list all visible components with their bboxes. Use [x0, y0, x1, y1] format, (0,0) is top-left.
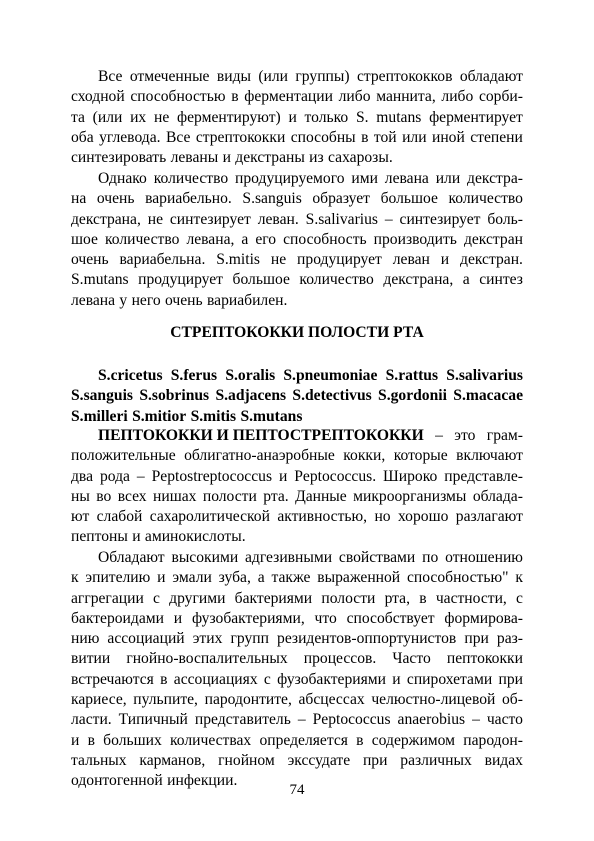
word: с	[516, 589, 523, 607]
text-line	[71, 527, 523, 547]
text-line	[71, 169, 523, 189]
word: которые	[393, 447, 448, 465]
word: инфекции.	[167, 772, 238, 790]
word: к	[71, 569, 79, 587]
word: либо	[338, 88, 371, 106]
word: активностью,	[277, 508, 368, 526]
word: свойствами	[338, 549, 416, 566]
word: сходной	[71, 88, 125, 106]
word: большое	[232, 271, 290, 289]
word: декстрана,	[71, 210, 141, 228]
word: вариабилен.	[207, 291, 288, 309]
word: Часто	[392, 650, 431, 668]
text-line	[71, 731, 523, 751]
text-line	[71, 210, 523, 230]
word: нию	[71, 630, 100, 648]
text-line	[71, 386, 523, 406]
word: него	[131, 291, 161, 309]
word: положительные	[71, 447, 176, 465]
word: бактериями	[234, 589, 313, 607]
word: в	[356, 731, 364, 749]
word: Обладают	[98, 549, 165, 566]
word: отмеченные	[129, 68, 210, 85]
word: S.gordonii	[378, 387, 447, 405]
word: S.mutans	[71, 271, 129, 289]
word: содержимом	[371, 731, 456, 749]
word: очень	[71, 251, 109, 269]
text-line	[71, 230, 523, 250]
word: различных	[400, 751, 472, 769]
word: всех	[117, 487, 147, 505]
word: –	[435, 427, 443, 444]
word: аггрегации	[71, 589, 144, 607]
paragraph-4	[71, 548, 523, 792]
word: а	[241, 230, 249, 248]
word: anaerobius	[397, 711, 466, 729]
word: виды	[216, 68, 251, 85]
word: спирохетами	[406, 670, 493, 688]
word: грам-	[486, 427, 523, 444]
word: боль-	[487, 210, 523, 228]
word: Peptococcus.	[294, 467, 377, 485]
word: количество	[104, 230, 180, 248]
word: декстран.	[460, 251, 523, 269]
word: S.sanguis	[242, 190, 302, 208]
word: гнойно-воспалительных	[126, 650, 288, 668]
word: в	[361, 128, 369, 146]
word: включают	[456, 447, 523, 465]
word: и	[132, 528, 141, 546]
word: синтезирует	[169, 210, 251, 228]
word: левана	[384, 170, 429, 187]
text-line	[71, 751, 523, 771]
word: S.macacae	[453, 387, 523, 405]
word: –	[297, 711, 306, 729]
word: S.detectivus	[292, 387, 372, 405]
word: аминокислоты.	[144, 528, 246, 546]
word: S.	[355, 108, 369, 126]
word: Типичный	[118, 711, 188, 729]
word: карманов,	[139, 751, 206, 769]
word: фузобактериями,	[191, 609, 305, 627]
word: кокки,	[343, 447, 386, 465]
text-line	[71, 108, 523, 128]
word: либо	[441, 88, 474, 106]
text-line	[71, 67, 523, 87]
word: пептококки	[446, 650, 523, 668]
word: S.salivarius	[446, 367, 523, 384]
text-line	[71, 250, 523, 270]
paragraph-3	[71, 426, 523, 548]
word: витии	[71, 650, 111, 668]
word: не	[270, 251, 287, 269]
text-line	[71, 487, 523, 507]
word: (или	[92, 108, 123, 126]
text-line	[71, 507, 523, 527]
word: эпителию	[85, 569, 151, 587]
word: маннита,	[376, 88, 436, 106]
word: леваны	[170, 149, 219, 167]
word: –	[384, 210, 393, 228]
word: Peptococcus	[312, 711, 391, 729]
word: зуба,	[218, 569, 251, 587]
word: пародонтите,	[204, 691, 292, 709]
word: S.salivarius	[305, 210, 378, 228]
word: рта,	[384, 589, 410, 607]
word: разлагают	[455, 508, 523, 526]
word: его	[255, 230, 277, 248]
word: (или	[258, 68, 289, 85]
text-line	[71, 609, 523, 629]
page-number: 74	[289, 782, 305, 798]
word: Peptostreptococcus	[151, 467, 273, 485]
word: не	[153, 108, 170, 126]
word: леван.	[257, 210, 299, 228]
word: Данные	[295, 487, 347, 505]
word: способность	[283, 230, 367, 248]
word: S.sobrinus	[139, 387, 210, 405]
word: mutans	[376, 108, 422, 126]
word: хорошо	[397, 508, 449, 526]
word: видах	[484, 751, 523, 769]
word: ассоциаций	[107, 630, 185, 648]
word: по	[422, 549, 439, 566]
word: большое	[380, 190, 438, 208]
word: что	[314, 609, 337, 627]
text-line	[71, 548, 523, 568]
word: отношению	[445, 549, 523, 566]
word: их	[130, 108, 147, 126]
word: S.mitior	[132, 407, 187, 425]
word: стрептококки	[195, 128, 286, 146]
word: и	[173, 609, 183, 627]
text-line	[71, 467, 523, 487]
word: S.pneumoniae	[283, 367, 378, 384]
word: ферментирует	[429, 108, 523, 126]
word: экссудате	[287, 751, 351, 769]
word: группы)	[295, 68, 350, 85]
text-line	[71, 189, 523, 209]
text-line	[71, 148, 523, 168]
word: ассоциациях	[173, 670, 258, 688]
word: степени	[470, 128, 523, 146]
word: челюстно-лицевой	[371, 691, 496, 709]
word: или	[402, 128, 427, 146]
word: способствует	[346, 609, 435, 627]
word: бактероидами	[71, 609, 164, 627]
text-line	[71, 568, 523, 588]
word: но	[374, 508, 391, 526]
word: раз-	[496, 630, 523, 648]
word: одонтогенной	[71, 772, 163, 790]
word: частности,	[435, 589, 507, 607]
word: способностью"	[406, 569, 509, 587]
word: два	[71, 467, 94, 485]
word: продуцирует	[297, 251, 382, 269]
word: представитель	[194, 711, 291, 729]
word: полости	[202, 487, 257, 505]
word: –	[472, 711, 480, 729]
word: нишах	[153, 487, 197, 505]
word: ласти.	[71, 711, 112, 729]
word: на	[71, 190, 87, 208]
word: очень	[165, 291, 203, 309]
word: облада-	[472, 487, 523, 505]
word: ны	[71, 487, 90, 505]
word: встречаются	[71, 670, 154, 688]
word: или	[435, 170, 461, 187]
word: представле-	[444, 467, 523, 485]
word: продуцируемого	[235, 170, 345, 187]
text-line	[71, 710, 523, 730]
word: сорби-	[478, 88, 523, 106]
species-list	[71, 366, 523, 427]
text-line	[71, 366, 523, 386]
word: количество	[153, 170, 229, 187]
text-line	[71, 87, 523, 107]
word: групп	[230, 630, 269, 648]
word: об-	[502, 691, 523, 709]
word: стрептококков	[356, 68, 453, 85]
word: абсцессах	[298, 691, 365, 709]
word: синтезирует	[399, 210, 481, 228]
paragraph-2	[71, 169, 523, 311]
word: сахарозы.	[328, 149, 393, 167]
word: S.ferus	[170, 367, 218, 384]
word: Широко	[383, 467, 438, 485]
word: высокими	[171, 549, 239, 566]
word: фузобактериями	[277, 670, 386, 688]
text-line	[71, 270, 523, 290]
word: продуцирует	[138, 271, 223, 289]
word: ферментации	[244, 88, 333, 106]
text-line	[71, 649, 523, 669]
text-line	[71, 128, 523, 148]
text-line	[71, 670, 523, 690]
word: леван	[392, 251, 430, 269]
word: кариесе,	[71, 691, 127, 709]
word: пептоны	[71, 528, 128, 546]
word: пародон-	[463, 731, 523, 749]
word: очень	[96, 190, 135, 208]
word: к	[515, 569, 523, 587]
word: адгезивными	[245, 549, 333, 566]
word: тальных	[71, 751, 127, 769]
word: левана,	[186, 230, 235, 248]
word: ют	[71, 508, 90, 526]
word: S.oralis	[225, 367, 276, 384]
word: в	[160, 670, 168, 688]
word: S.sanguis	[71, 387, 133, 405]
word: в	[419, 589, 427, 607]
word: та	[71, 108, 85, 126]
word: ими	[351, 170, 378, 187]
word: S.mitis	[190, 407, 237, 425]
word: S.adjacens	[215, 387, 287, 405]
word: и	[71, 731, 80, 749]
word: в	[231, 88, 239, 106]
text-line	[71, 426, 523, 446]
section-heading: СТРЕПТОКОККИ ПОЛОСТИ РТА	[170, 324, 424, 341]
word: пульпите,	[133, 691, 198, 709]
word: S.mitis	[216, 251, 261, 269]
word: больших	[103, 731, 162, 749]
word: микроорганизмы	[353, 487, 467, 505]
word: другими	[169, 589, 226, 607]
word: количество	[299, 271, 374, 289]
text-line	[71, 629, 523, 649]
word: количество	[448, 190, 523, 208]
word: и	[288, 108, 297, 126]
word: с	[153, 589, 160, 607]
word: обладают	[459, 68, 523, 85]
word: декстрана,	[383, 271, 454, 289]
word: способностью	[130, 88, 226, 106]
word: количествах	[169, 731, 252, 749]
word: S.milleri	[71, 407, 128, 425]
word: S.rattus	[385, 367, 439, 384]
word: и	[157, 569, 166, 587]
text-line	[71, 446, 523, 466]
word: при	[464, 630, 489, 648]
word: и	[222, 149, 231, 167]
word: левана	[71, 291, 116, 309]
word: образует	[312, 190, 370, 208]
word: в	[87, 731, 95, 749]
word: вариабельно.	[145, 190, 232, 208]
word: из	[309, 149, 324, 167]
word: иной	[431, 128, 465, 146]
bold-lead-in: ПЕПТОКОККИ И ПЕПТОСТРЕПТОКОККИ	[98, 427, 424, 444]
word: а	[257, 569, 265, 587]
word: во	[96, 487, 112, 505]
text-line	[71, 291, 523, 311]
word: с	[263, 670, 271, 688]
word: часто	[486, 711, 523, 729]
word: оба	[71, 128, 94, 146]
word: декстран	[463, 230, 523, 248]
word: и	[278, 467, 288, 485]
word: декстраны	[235, 149, 305, 167]
word: углевода.	[99, 128, 161, 146]
word: гнойном	[218, 751, 275, 769]
word: при	[498, 670, 523, 688]
word: сахаролитической	[149, 508, 270, 526]
word: S.cricetus	[98, 367, 163, 384]
word: полости	[321, 589, 376, 607]
word: также	[271, 569, 311, 587]
word: только	[304, 108, 349, 126]
word: рода	[99, 467, 130, 485]
word: S.mutans	[240, 407, 303, 425]
word: синтезировать	[71, 149, 167, 167]
word: декстра-	[467, 170, 523, 187]
word: той	[373, 128, 397, 146]
word: Все	[98, 68, 123, 85]
text-line	[71, 589, 523, 609]
word: выраженной	[317, 569, 401, 587]
word: при	[362, 751, 388, 769]
paragraph-1	[71, 67, 523, 168]
word: облигатно-анаэробные	[184, 447, 335, 465]
word: шое	[71, 230, 98, 248]
word: резидентов-оппортунистов	[277, 630, 457, 648]
word: формирова-	[444, 609, 523, 627]
text-line	[71, 690, 523, 710]
word: производить	[373, 230, 457, 248]
word: этих	[192, 630, 223, 648]
text-line	[71, 407, 523, 427]
word: Однако	[98, 170, 147, 187]
word: эмали	[172, 569, 212, 587]
word: рта.	[263, 487, 289, 505]
word: вариабельна.	[119, 251, 206, 269]
word: Все	[165, 128, 191, 146]
word: и	[392, 670, 401, 688]
word: синтез	[479, 271, 523, 289]
word: и	[440, 251, 450, 269]
word: не	[147, 210, 164, 228]
word: у	[119, 291, 128, 309]
word: –	[136, 467, 145, 485]
word: процессов.	[303, 650, 377, 668]
word: это	[454, 427, 476, 444]
word: ферментируют)	[176, 108, 281, 126]
word: а	[462, 271, 470, 289]
word: способны	[290, 128, 356, 146]
word: определяется	[259, 731, 348, 749]
word: слабой	[96, 508, 143, 526]
